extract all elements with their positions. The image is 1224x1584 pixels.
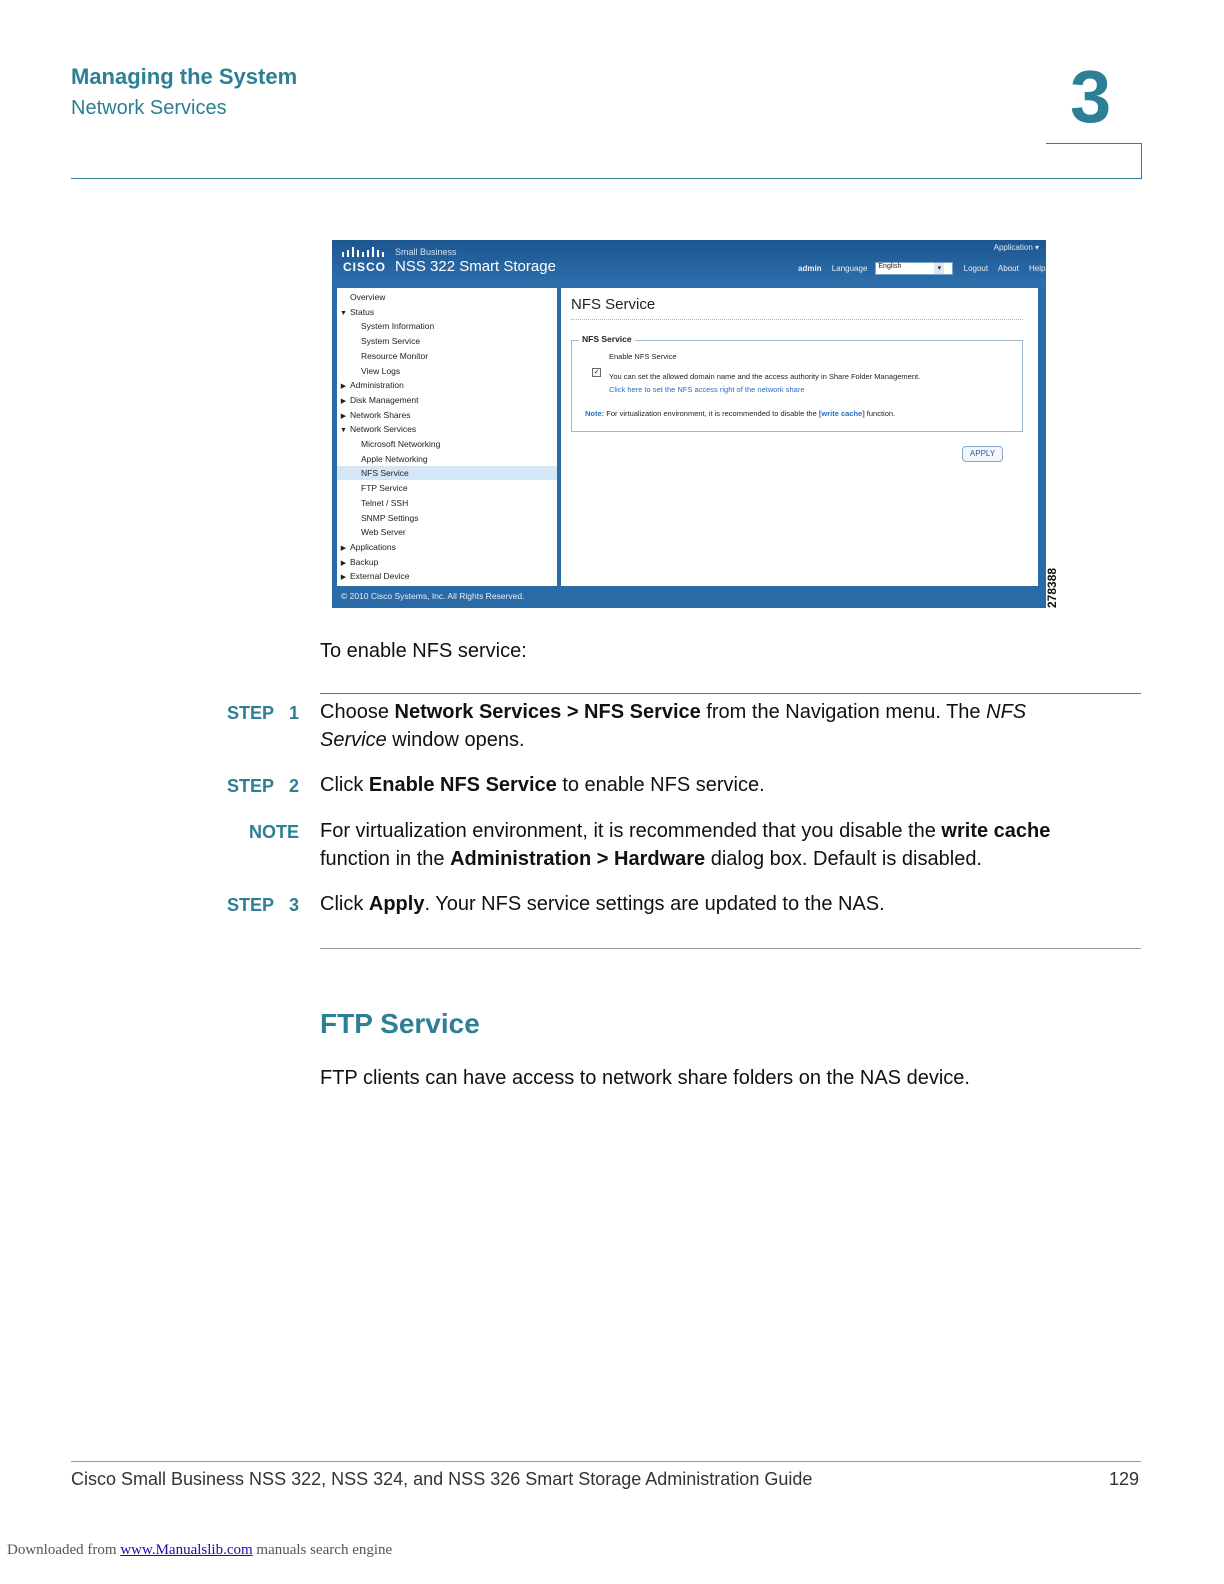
step1-label: STEP 1 (227, 703, 300, 723)
language-label: Language (831, 263, 868, 273)
nav-item-label: Telnet / SSH (361, 497, 409, 508)
page-number: 129 (1109, 1469, 1140, 1489)
nav-item-label: Applications (350, 541, 396, 552)
nav-item[interactable] (337, 319, 557, 333)
nav-item[interactable] (337, 466, 557, 480)
panel-note (585, 409, 895, 418)
step3-label: STEP 3 (227, 895, 300, 915)
logout-link[interactable]: Logout (963, 263, 989, 273)
chapter-number: 3 (1070, 55, 1112, 138)
note-end: function. (864, 409, 896, 418)
nav-item-label: NFS Service (361, 468, 409, 479)
brand-line: Small Business (395, 247, 457, 257)
footer-guide-title: Cisco Small Business NSS 322, NSS 324, and NSS 326 Smart Storage Administration Guide (71, 1469, 813, 1489)
collapse-arrow-icon[interactable]: ▼ (340, 427, 347, 435)
expand-arrow-icon[interactable]: ▶ (340, 383, 347, 391)
note-text-line1: For virtualization environment, it is recommended that you disable the write cache (320, 820, 1051, 842)
section-subtitle: Network Services (71, 97, 227, 119)
nav-item[interactable] (337, 481, 557, 495)
language-select[interactable] (875, 262, 953, 275)
expand-arrow-icon[interactable]: ▶ (340, 559, 347, 567)
download-line: Downloaded from www.Manualslib.com manuals search engine (7, 1542, 393, 1558)
note-text: For virtualization environment, it is recommended to disable the (604, 409, 819, 418)
collapse-arrow-icon[interactable]: ▼ (340, 309, 347, 317)
step1-text-line2: Service window opens. (320, 729, 525, 751)
app-header-bar (332, 240, 1046, 287)
nav-item-label: Administration (350, 380, 404, 391)
note-label: NOTE (249, 822, 300, 842)
step1-text-line1: Choose Network Services > NFS Service from the Navigation menu. The NFS (320, 701, 1027, 723)
nav-item[interactable] (337, 525, 557, 539)
note-label: Note: (585, 409, 605, 418)
nav-item[interactable] (337, 349, 557, 363)
nav-item-label: Web Server (361, 527, 406, 538)
note-text-line2: function in the Administration > Hardware dialog box. Default is disabled. (320, 848, 982, 870)
panel-title: NFS Service (571, 296, 656, 313)
ftp-section-title: FTP Service (320, 1008, 480, 1039)
language-value: English (878, 263, 902, 270)
step2-label: STEP 2 (227, 776, 300, 796)
nav-item-label: Overview (350, 292, 386, 302)
nav-item-label: Network Shares (350, 409, 411, 420)
title-divider (571, 319, 1023, 320)
header-links (798, 262, 1046, 275)
header-divider (71, 178, 1142, 179)
fieldset-legend: NFS Service (579, 334, 635, 344)
svg-text:278388: 278388 (1045, 568, 1059, 608)
nav-item-label: Resource Monitor (361, 350, 429, 361)
nav-item[interactable] (337, 290, 557, 304)
nav-item-label: External Device (350, 571, 410, 582)
nav-item[interactable] (337, 334, 557, 348)
about-link[interactable]: About (997, 263, 1019, 273)
navigation-menu (337, 288, 557, 586)
application-menu[interactable]: Application ▾ (993, 243, 1039, 252)
nav-item-label: Disk Management (350, 394, 419, 405)
product-name: NSS 322 Smart Storage (395, 258, 556, 275)
nav-item[interactable] (337, 452, 557, 466)
nav-item[interactable] (337, 422, 557, 436)
nav-item-label: SNMP Settings (361, 512, 419, 523)
expand-arrow-icon[interactable]: ▶ (340, 397, 347, 405)
nav-item-label: System Information (361, 321, 435, 332)
expand-arrow-icon[interactable]: ▶ (340, 544, 347, 552)
steps-top-divider (320, 693, 1141, 694)
expand-arrow-icon[interactable]: ▶ (340, 412, 347, 420)
nav-item[interactable] (337, 305, 557, 319)
intro-text: To enable NFS service: (320, 640, 527, 662)
nav-item-label: System Service (361, 336, 421, 347)
nav-item[interactable] (337, 437, 557, 451)
nav-item-label: Backup (350, 556, 379, 567)
chapter-tab-box (1046, 143, 1142, 179)
nav-item[interactable] (337, 378, 557, 392)
info-text: You can set the allowed domain name and the access authority in Share Folder Management. (609, 372, 921, 381)
write-cache-link[interactable]: [write cache] (818, 409, 865, 418)
step2-text: Click Enable NFS Service to enable NFS service. (320, 774, 765, 796)
steps-bottom-divider (320, 948, 1141, 949)
nav-item[interactable] (337, 496, 557, 510)
nav-item[interactable] (337, 540, 557, 554)
nav-item-label: Status (350, 306, 375, 317)
cisco-logo-bars-icon (342, 247, 386, 257)
nfs-access-link[interactable]: Click here to set the NFS access right of the network share (609, 385, 805, 394)
nav-item[interactable] (337, 511, 557, 525)
enable-nfs-checkbox[interactable]: ✓ (593, 369, 600, 376)
nav-item-label: Microsoft Networking (361, 439, 441, 449)
copyright: © 2010 Cisco Systems, Inc. All Rights Reserved. (341, 591, 525, 601)
user-name: admin (798, 263, 822, 273)
nav-item[interactable] (337, 555, 557, 569)
enable-nfs-label: Enable NFS Service (609, 352, 677, 361)
apply-button[interactable]: APPLY (962, 446, 1003, 462)
help-link[interactable]: Help (1029, 263, 1046, 273)
step3-text: Click Apply. Your NFS service settings are updated to the NAS. (320, 893, 885, 915)
nav-item-label: Apple Networking (361, 453, 428, 464)
nfs-service-screenshot (332, 240, 1046, 608)
expand-arrow-icon[interactable]: ▶ (340, 574, 347, 582)
manualslib-link[interactable]: www.Manualslib.com (120, 1542, 253, 1558)
chevron-down-icon: ▾ (934, 263, 944, 274)
cisco-logo-text: CISCO (343, 260, 387, 274)
nav-item[interactable] (337, 393, 557, 407)
nav-item-label: FTP Service (361, 483, 408, 494)
ftp-section-body: FTP clients can have access to network share folders on the NAS device. (320, 1067, 970, 1089)
figure-id (1042, 568, 1064, 608)
content-panel (561, 288, 1038, 586)
nav-item[interactable] (337, 569, 557, 583)
nav-item-label: View Logs (361, 365, 401, 376)
nav-item[interactable] (337, 364, 557, 378)
chapter-title: Managing the System (71, 64, 298, 89)
footer-divider (71, 1461, 1141, 1462)
nav-item-label: Network Services (350, 424, 417, 435)
nav-item[interactable] (337, 408, 557, 422)
